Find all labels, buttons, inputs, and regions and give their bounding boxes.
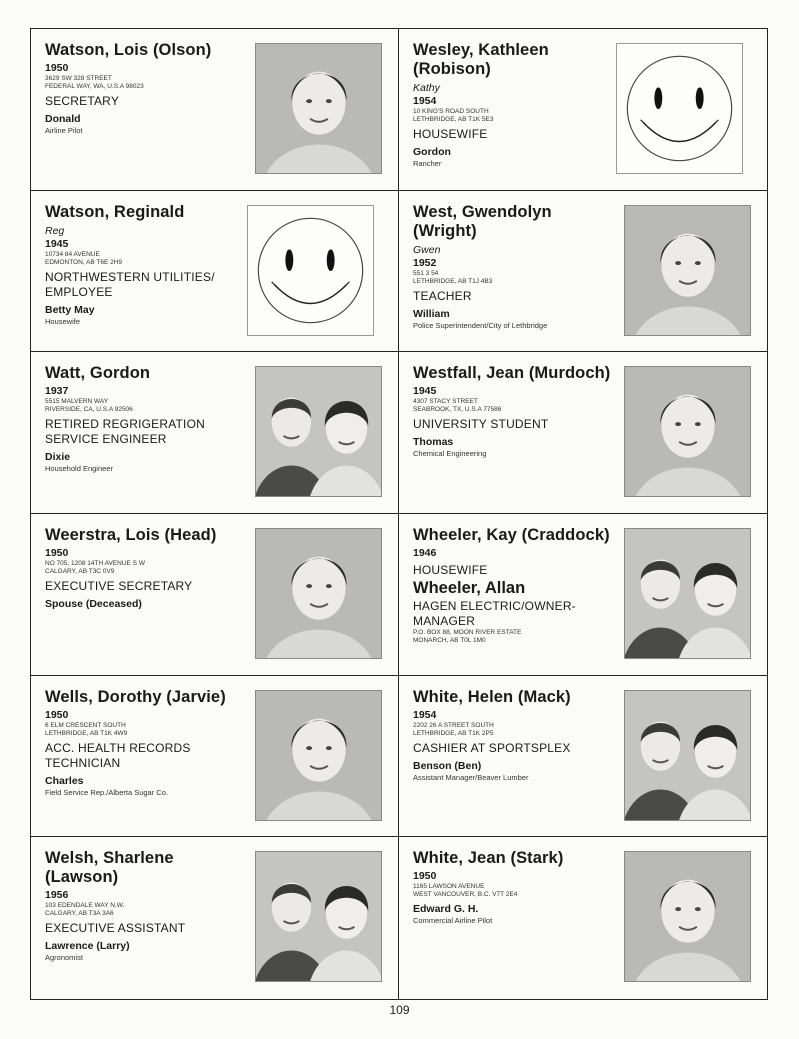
spouse-occupation: Field Service Rep./Alberta Sugar Co. (45, 787, 168, 797)
directory-entry (399, 837, 767, 999)
spouse-name: Thomas (413, 436, 454, 449)
entry-text (413, 849, 613, 926)
spouse-name: Dixie (45, 451, 71, 464)
occupation: RETIRED REGRIGERATION SERVICE ENGINEER (45, 417, 205, 447)
spouse-occupation: Airline Pilot (45, 126, 83, 135)
person-name: Wells, Dorothy (Jarvie) (45, 687, 226, 706)
portrait-photo (624, 205, 751, 336)
spouse-name: Betty May (45, 303, 95, 316)
person-name: Westfall, Jean (Murdoch) (413, 364, 611, 383)
nickname: Gwen (413, 243, 441, 256)
spouse-occupation: Commercial Airline Pilot (413, 916, 493, 926)
directory-entry (31, 514, 399, 676)
address-line: EDMONTON, AB T6E 2H9 (45, 258, 123, 266)
portrait-photo (255, 690, 382, 821)
spouse-name: Spouse (Deceased) (45, 598, 142, 610)
spouse-name: Edward G. H. (413, 903, 479, 916)
address-line: NO 705, 1208 14TH AVENUE S W (45, 560, 145, 567)
address-line: WEST VANCOUVER, B.C. V7T 2E4 (413, 891, 518, 899)
address-line: RIVERSIDE, CA, U.S.A 92506 (45, 406, 133, 414)
occupation: EXECUTIVE SECRETARY (45, 579, 193, 593)
smiley-face-icon (616, 43, 743, 174)
occupation: HOUSEWIFE (413, 563, 488, 577)
graduation-year: 1950 (413, 870, 437, 883)
second-person-name: Wheeler, Allan (413, 579, 526, 597)
directory-entry (399, 191, 767, 353)
address-line: CALGARY, AB T3C 0V9 (45, 568, 115, 575)
address-line: 10 KING'S ROAD SOUTH (413, 108, 489, 115)
person-name: West, Gwendolyn (Wright) (413, 202, 552, 240)
directory-entry (399, 352, 767, 514)
occupation: HOUSEWIFE (413, 127, 488, 141)
portrait-photo (255, 43, 382, 174)
entry-text (413, 364, 613, 459)
address-line: LETHBRIDGE, AB T1K 2P5 (413, 729, 494, 737)
address-line: 6 ELM CRESCENT SOUTH (45, 721, 126, 729)
spouse-name: Lawrence (Larry) (45, 940, 130, 953)
graduation-year: 1950 (45, 62, 69, 74)
graduation-year: 1952 (413, 256, 437, 269)
spouse-occupation: Household Engineer (45, 464, 113, 474)
spouse-name: Donald (45, 113, 81, 125)
smiley-face-icon (247, 205, 374, 336)
address-line: 4307 STACY STREET (413, 398, 478, 406)
entry-text (45, 41, 245, 136)
address-line: MONARCH, AB T0L 1M0 (413, 637, 486, 644)
nickname: Kathy (413, 82, 440, 94)
graduation-year: 1945 (45, 237, 69, 250)
entry-text (45, 364, 245, 474)
person-name: Wesley, Kathleen (Robison) (413, 41, 549, 78)
person-name: Watson, Reginald (45, 202, 185, 221)
graduation-year: 1945 (413, 385, 437, 398)
spouse-occupation: Assistant Manager/Beaver Lumber (413, 772, 529, 782)
address-line: 10734 84 AVENUE (45, 250, 100, 258)
occupation: UNIVERSITY STUDENT (413, 417, 549, 432)
couple-photo (624, 528, 751, 659)
couple-photo (255, 851, 382, 982)
person-name: Watt, Gordon (45, 364, 151, 383)
address-line: LETHBRIDGE, AB T1J 4B3 (413, 277, 493, 285)
occupation: CASHIER AT SPORTSPLEX (413, 740, 571, 755)
entry-text (413, 688, 613, 783)
nickname: Reg (45, 224, 65, 237)
person-name: Watson, Lois (Olson) (45, 41, 212, 59)
spouse-occupation: Chemical Engineering (413, 449, 487, 459)
page-number: 109 (389, 1003, 410, 1017)
address-line: FEDERAL WAY, WA, U.S.A 98023 (45, 83, 144, 90)
directory-entry (399, 676, 767, 838)
graduation-year: 1954 (413, 95, 437, 107)
graduation-year: 1950 (45, 708, 69, 721)
directory-entry (399, 29, 767, 191)
portrait-photo (255, 528, 382, 659)
address-line: 2202 26 A STREET SOUTH (413, 721, 494, 729)
person-name: White, Jean (Stark) (413, 849, 564, 868)
couple-photo (624, 690, 751, 821)
address-line: 3629 SW 328 STREET (45, 75, 112, 82)
entry-text (45, 526, 245, 611)
graduation-year: 1954 (413, 708, 437, 721)
graduation-year: 1937 (45, 385, 69, 398)
graduation-year: 1956 (45, 889, 69, 902)
portrait-photo (624, 851, 751, 982)
occupation: EXECUTIVE ASSISTANT (45, 921, 186, 936)
spouse-occupation: Housewife (45, 316, 81, 326)
directory-entry (31, 29, 399, 191)
entry-text (413, 41, 613, 169)
portrait-photo (624, 366, 751, 497)
entry-text (413, 203, 613, 331)
directory-entry (31, 837, 399, 999)
occupation: TEACHER (413, 288, 472, 303)
entry-text (45, 688, 245, 798)
occupation: SECRETARY (45, 94, 120, 108)
spouse-name: William (413, 307, 450, 320)
address-line: LETHBRIDGE, AB T1K 4W9 (45, 729, 128, 737)
address-line: P.O. BOX 88, MOON RIVER ESTATE (413, 629, 522, 636)
entry-text (45, 203, 245, 327)
spouse-name: Benson (Ben) (413, 759, 482, 772)
graduation-year: 1946 (413, 547, 437, 559)
graduation-year: 1950 (45, 547, 69, 559)
spouse-occupation: Police Superintendent/City of Lethbridge (413, 320, 548, 330)
person-name: White, Helen (Mack) (413, 687, 571, 706)
address-line: 103 EDENDALE WAY N.W. (45, 902, 125, 910)
person-name: Wheeler, Kay (Craddock) (413, 526, 610, 544)
address-line: SEABROOK, TX, U.S.A 77586 (413, 406, 502, 414)
couple-photo (255, 366, 382, 497)
person-name: Weerstra, Lois (Head) (45, 526, 217, 544)
address-line: 551 3 54 (413, 269, 439, 277)
spouse-name: Gordon (413, 146, 451, 158)
directory-entry (399, 514, 767, 676)
directory-grid (30, 28, 768, 1000)
address-line: LETHBRIDGE, AB T1K 5E3 (413, 116, 494, 123)
occupation: ACC. HEALTH RECORDS TECHNICIAN (45, 740, 191, 770)
spouse-name: Charles (45, 774, 84, 787)
directory-entry (31, 191, 399, 353)
entry-text (413, 526, 613, 645)
spouse-occupation: Rancher (413, 159, 442, 168)
person-name: Welsh, Sharlene (Lawson) (45, 849, 174, 887)
address-line: 1165 LAWSON AVENUE (413, 883, 485, 891)
address-line: CALGARY, AB T3A 3A6 (45, 910, 114, 918)
address-line: 5515 MALVERN WAY (45, 398, 109, 406)
directory-entry (31, 676, 399, 838)
occupation: NORTHWESTERN UTILITIES/ EMPLOYEE (45, 269, 215, 299)
entry-text (45, 849, 245, 963)
second-occupation: HAGEN ELECTRIC/OWNER-MANAGER (413, 599, 576, 628)
spouse-occupation: Agronomist (45, 953, 83, 963)
directory-entry (31, 352, 399, 514)
